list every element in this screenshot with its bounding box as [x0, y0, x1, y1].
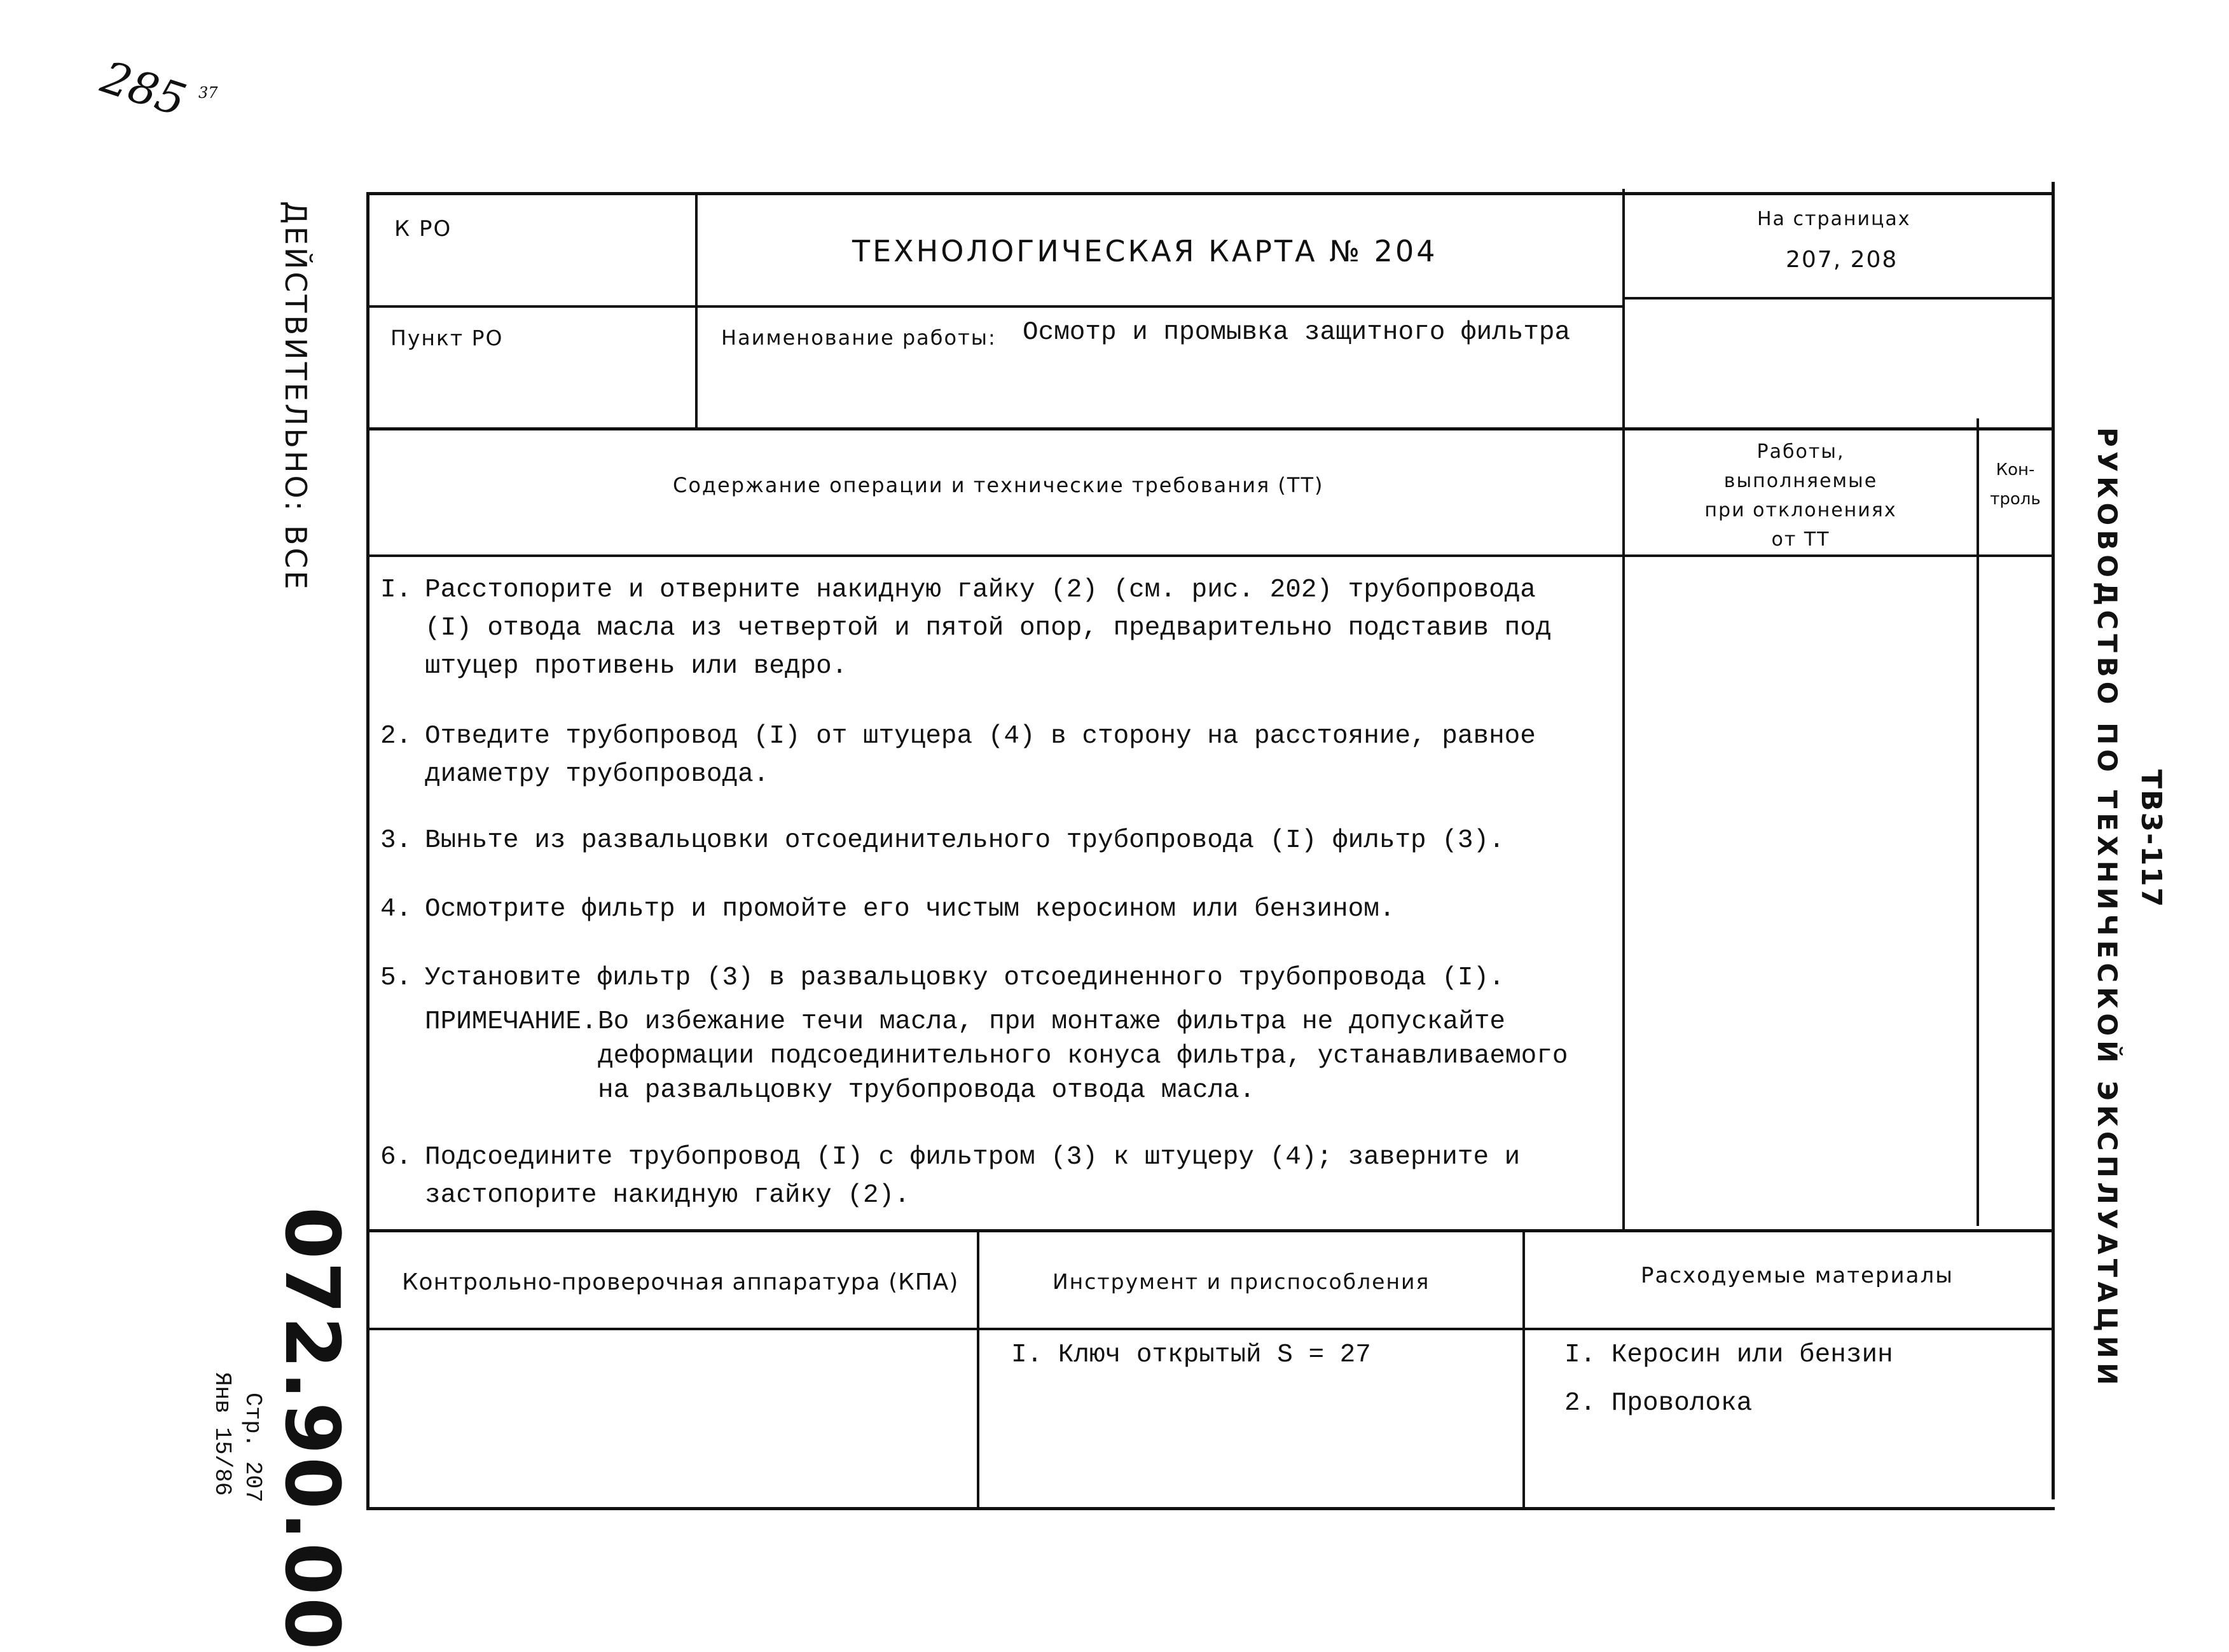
- page-reference: Стр. 207: [240, 1393, 266, 1503]
- operation-item: [380, 959, 1589, 997]
- operation-number: 2.: [380, 722, 412, 751]
- punkt-ro-label: Пункт РО: [390, 326, 504, 350]
- form-border-bottom: [366, 1507, 2055, 1510]
- tools-header: Инструмент и приспособления: [1052, 1269, 1430, 1294]
- materials-header: Расходуемые материалы: [1641, 1263, 1954, 1288]
- deviation-column-header: [1625, 437, 1977, 554]
- operation-item: [380, 717, 1589, 794]
- control-header-line: Кон-: [1996, 460, 2035, 479]
- materials-list-item: I. Керосин или бензин: [1564, 1340, 1893, 1370]
- divider: [366, 305, 1624, 308]
- operation-number: 5.: [380, 963, 412, 993]
- operation-text: Установите фильтр (3) в развальцовку отсоединенного трубопровода (I).: [425, 963, 1505, 993]
- divider: [977, 1229, 979, 1509]
- operation-number: 6.: [380, 1143, 412, 1172]
- operation-text: Подсоедините трубопровод (I) с фильтром (3) к штуцеру (4); заверните и застопорите накидную гайку (2).: [425, 1143, 1521, 1210]
- divider: [366, 554, 2054, 557]
- operation-item: [380, 890, 1589, 928]
- operation-text: Осмотрите фильтр и промойте его чистым керосином или бензином.: [425, 895, 1395, 924]
- pages-label: На страницах: [1757, 208, 1911, 230]
- operation-text: Выньте из развальцовки отсоединительного трубопровода (I) фильтр (3).: [425, 826, 1505, 855]
- divider: [366, 427, 2054, 430]
- manual-title: РУКОВОДСТВО ПО ТЕХНИЧЕСКОЙ ЭКСПЛУАТАЦИИ: [2092, 427, 2123, 1390]
- divider: [1977, 418, 1979, 1226]
- tools-list-item: I. Ключ открытый S = 27: [1011, 1340, 1371, 1370]
- handwritten-mark: 285: [95, 51, 193, 127]
- materials-list-item: 2. Проволока: [1564, 1389, 1753, 1418]
- deviation-header-line: Работы,: [1756, 441, 1845, 463]
- operation-number: 4.: [380, 895, 412, 924]
- manual-model: ТВ3-117: [2135, 769, 2167, 909]
- divider: [1622, 189, 1625, 1232]
- operation-text: Расстопорите и отверните накидную гайку (2) (см. рис. 202) трубопровода (I) отвода масла из четвертой и пятой опор, предварительно подставив под штуцер противень или ведро.: [425, 575, 1552, 681]
- divider: [366, 1229, 2054, 1232]
- control-column-header: [1979, 455, 2052, 514]
- validity-label: ДЕЙСТВИТЕЛЬНО: ВСЕ: [279, 201, 313, 592]
- divider: [1522, 1229, 1525, 1509]
- content-column-header: Содержание операции и технические требования (ТТ): [673, 473, 1324, 497]
- k-ro-label: К РО: [394, 216, 452, 242]
- deviation-header-line: выполняемые: [1723, 470, 1878, 492]
- divider: [366, 1328, 2054, 1330]
- operation-number: 3.: [380, 826, 412, 855]
- operation-item: [380, 822, 1589, 860]
- divider: [1622, 297, 2054, 299]
- deviation-header-line: при отклонениях: [1704, 499, 1897, 521]
- control-header-line: троль: [1990, 490, 2041, 509]
- deviation-header-line: от ТТ: [1771, 528, 1830, 551]
- date-reference: Янв 15/86: [209, 1372, 235, 1496]
- operation-item: [380, 1138, 1589, 1215]
- kpa-header: Контрольно-проверочная аппаратура (КПА): [402, 1269, 959, 1295]
- operation-item: [380, 571, 1589, 685]
- document-code: 072.90.00: [268, 1207, 356, 1652]
- form-border-right: [2052, 182, 2055, 1499]
- form-border-left: [366, 192, 369, 1510]
- operation-note: [425, 1005, 1589, 1108]
- operation-text: Отведите трубопровод (I) от штуцера (4) в сторону на расстояние, равное диаметру трубопровода.: [425, 722, 1536, 789]
- form-border-top: [366, 192, 2054, 195]
- card-title: ТЕХНОЛОГИЧЕСКАЯ КАРТА № 204: [852, 234, 1438, 268]
- pages-value: 207, 208: [1786, 247, 1898, 273]
- work-name-value: Осмотр и промывка защитного фильтра: [1023, 318, 1571, 347]
- operation-number: I.: [380, 575, 412, 605]
- handwritten-small: 37: [198, 84, 218, 102]
- divider: [695, 192, 698, 430]
- note-text: Во избежание течи масла, при монтаже фильтра не допускайте деформации подсоединительного конуса фильтра, устанавливаемого на развальцовку трубопровода отвода масла.: [598, 1007, 1568, 1105]
- work-name-label: Наименование работы:: [721, 326, 997, 350]
- note-label: ПРИМЕЧАНИЕ.: [425, 1007, 597, 1036]
